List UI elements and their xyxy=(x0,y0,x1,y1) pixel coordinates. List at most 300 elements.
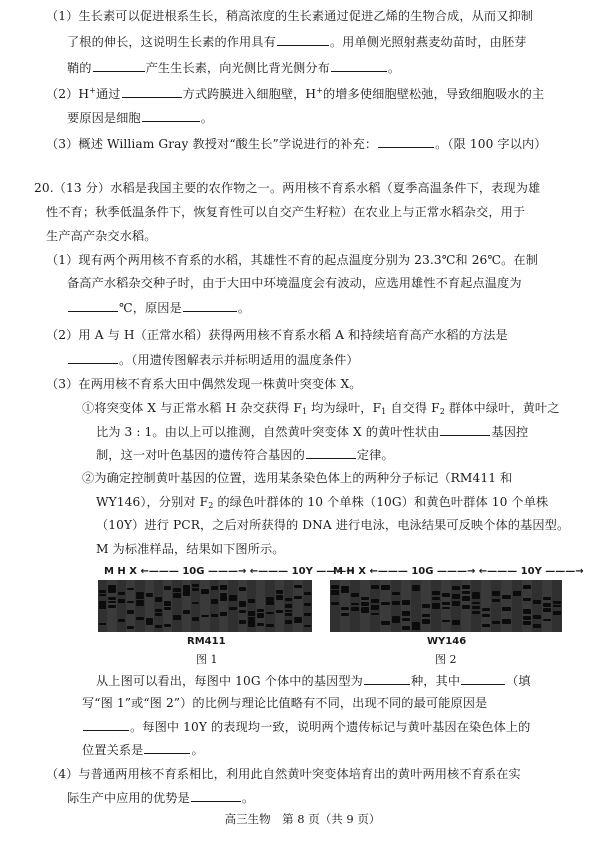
gel-band xyxy=(99,594,106,596)
gel-band xyxy=(220,593,227,596)
page-footer: 高三生物 第 8 页（共 9 页） xyxy=(224,812,381,826)
gel-lane xyxy=(135,580,144,632)
gel-band xyxy=(248,599,255,602)
q20-part2-line2 xyxy=(67,351,359,368)
gel-band xyxy=(482,614,490,617)
q20-part1-line2 xyxy=(67,275,522,291)
text: 的增多使细胞壁松弛，导致细胞吸水的主 xyxy=(322,87,545,101)
gel-band xyxy=(341,613,349,616)
figure1-caption: 图 1 xyxy=(196,653,218,666)
gel-lane xyxy=(293,580,302,632)
gel-band xyxy=(146,621,153,625)
gel-lane xyxy=(256,580,265,632)
gel-band xyxy=(294,619,301,623)
gel-lane xyxy=(340,580,350,632)
gel-band xyxy=(304,603,311,606)
gel-band xyxy=(136,592,143,596)
gel-band xyxy=(173,588,180,592)
text: ②为确定控制黄叶基因的位置，选用某条染色体上的两种分子标记（RM411 和 xyxy=(82,471,513,485)
text: 比为 3 : 1。由以上可以推测，自然黄叶突变体 X 的黄叶性状由 xyxy=(96,425,440,439)
q19-part2-line2 xyxy=(67,109,213,126)
gel-lane xyxy=(117,580,126,632)
gel-band xyxy=(371,585,379,589)
gel-band xyxy=(211,599,218,604)
q19-part2-line1 xyxy=(46,85,544,102)
text: （2）用 A 与 H（正常水稻）获得两用核不育系水稻 A 和持续培育高产水稻的方法是 xyxy=(46,328,508,342)
gel-band xyxy=(239,601,246,606)
text: 。 xyxy=(237,301,251,315)
gel-band xyxy=(452,586,460,589)
text: 鞘的 xyxy=(67,61,92,75)
gel-band xyxy=(543,619,551,621)
gel-band xyxy=(523,598,531,602)
figure2-lane-header: M H X ←——— 10G ———→ ←——— 10Y ———→ xyxy=(333,566,584,577)
gel-band xyxy=(533,615,541,619)
answer-blank[interactable] xyxy=(306,446,356,459)
gel-band xyxy=(136,617,143,620)
answer-blank[interactable] xyxy=(183,299,237,312)
gel-band xyxy=(331,585,339,589)
gel-band xyxy=(276,590,283,593)
gel-band xyxy=(276,595,283,600)
gel-lane xyxy=(350,580,360,632)
gel-lane xyxy=(411,580,421,632)
gel-band xyxy=(543,603,551,607)
gel-band xyxy=(229,598,236,601)
q20-part3-intro xyxy=(46,376,362,392)
gel-band xyxy=(331,590,339,595)
gel-lane xyxy=(431,580,441,632)
text: 自交得 F xyxy=(386,401,440,415)
gel-band xyxy=(331,602,339,605)
gel-band xyxy=(239,620,246,624)
gel-band xyxy=(192,617,199,621)
gel-lane xyxy=(441,580,451,632)
gel-band xyxy=(155,625,162,628)
gel-band xyxy=(164,586,171,591)
gel-band xyxy=(452,620,460,625)
gel-band xyxy=(442,607,450,609)
gel-band xyxy=(118,599,125,603)
gel-band xyxy=(136,596,143,599)
gel-lane xyxy=(451,580,461,632)
text: 写“图 1”或“图 2”）的比例与理论比值略有不同，出现不同的最可能原因是 xyxy=(82,696,488,710)
gel-band xyxy=(543,608,551,612)
gel-band xyxy=(155,609,162,613)
gel-band xyxy=(201,615,208,617)
gel-band xyxy=(266,624,273,628)
gel-band xyxy=(164,607,171,610)
gel-lane xyxy=(219,580,228,632)
gel-band xyxy=(422,614,430,617)
gel-band xyxy=(108,597,115,600)
text: 要原因是细胞 xyxy=(67,111,141,125)
text: （10Y）进行 PCR，之后对所获得的 DNA 进行电泳，电泳结果可反映个体的基因型。 xyxy=(96,518,570,532)
q20-part3-b-line3 xyxy=(96,517,569,533)
gel-band xyxy=(304,625,311,627)
text: 备高产水稻杂交种子时，由于大田中环境温度会有波动，应选用雄性不育起点温度为 xyxy=(67,276,522,290)
text: ℃，原因是 xyxy=(119,301,182,315)
gel-band xyxy=(173,593,180,598)
gel-band xyxy=(257,623,264,627)
gel-band xyxy=(99,590,106,593)
q19-part1-line1 xyxy=(46,8,533,24)
q20-part2-line1 xyxy=(46,327,508,343)
gel-lane xyxy=(552,580,562,632)
gel-lane xyxy=(265,580,274,632)
gel-lane xyxy=(98,580,107,632)
q19-part1-line3 xyxy=(67,59,400,76)
gel-lane xyxy=(522,580,532,632)
gel-lane xyxy=(360,580,370,632)
gel-band xyxy=(462,591,470,593)
answer-blank[interactable] xyxy=(122,85,182,98)
gel-band xyxy=(472,606,480,609)
gel-band xyxy=(472,592,480,594)
gel-lane xyxy=(247,580,256,632)
gel-band xyxy=(432,603,440,607)
text: 。（限 100 字以内） xyxy=(435,137,547,151)
gel-lane xyxy=(200,580,209,632)
q20-heading-line1 xyxy=(34,180,540,196)
figure1-lane-header: M H X ←——— 10G ———→ ←——— 10Y ———→ xyxy=(104,566,355,577)
gel-band xyxy=(533,600,541,604)
text: 。 xyxy=(191,743,204,757)
gel-band xyxy=(108,585,115,590)
gel-band xyxy=(472,602,480,604)
text: M 为标准样品，结果如下图所示。 xyxy=(96,542,285,556)
gel-band xyxy=(127,610,134,614)
gel-lane xyxy=(238,580,247,632)
gel-band xyxy=(248,611,255,615)
text: （2）H xyxy=(46,87,90,101)
q20-part3-a-line3 xyxy=(96,446,394,463)
gel-band xyxy=(351,593,359,597)
gel-band xyxy=(492,599,500,602)
gel-band xyxy=(482,624,490,627)
q20-part1-line1 xyxy=(46,252,538,268)
text: WY146），分别对 F xyxy=(96,495,209,509)
text: 。 xyxy=(387,61,401,75)
gel-band xyxy=(462,596,470,600)
gel-lane xyxy=(145,580,154,632)
gel-band xyxy=(452,601,460,606)
gel-band xyxy=(553,605,561,608)
text: 性不育；秋季低温条件下，恢复育性可以自交产生籽粒）在农业上与正常水稻杂交，用于 xyxy=(46,205,526,219)
gel-band xyxy=(99,605,106,609)
subscript: 1 xyxy=(381,407,387,416)
figure1-gel-image xyxy=(98,580,312,632)
gel-band xyxy=(257,609,264,612)
text: 通过 xyxy=(95,87,121,101)
gel-band xyxy=(239,587,246,592)
gel-band xyxy=(220,596,227,601)
gel-band xyxy=(341,607,349,611)
gel-band xyxy=(553,601,561,604)
text: 。（用遗传图解表示并标明适用的温度条件） xyxy=(119,353,359,367)
gel-lane xyxy=(172,580,181,632)
answer-blank[interactable] xyxy=(68,351,118,364)
gel-band xyxy=(266,601,273,605)
gel-band xyxy=(472,611,480,614)
text: （3）概述 William Gray 教授对“酸生长”学说进行的补充： xyxy=(46,137,378,151)
gel-band xyxy=(422,604,430,609)
figure2-caption: 图 2 xyxy=(435,653,457,666)
q20-part1-line3 xyxy=(67,299,250,316)
gel-band xyxy=(266,612,273,614)
gel-band xyxy=(304,613,311,616)
gel-band xyxy=(402,600,410,605)
gel-band xyxy=(412,624,420,626)
gel-band xyxy=(392,601,400,606)
gel-band xyxy=(220,612,227,616)
gel-band xyxy=(402,626,410,630)
gel-band xyxy=(341,586,349,588)
gel-lane xyxy=(191,580,200,632)
gel-lane xyxy=(228,580,237,632)
gel-band xyxy=(472,594,480,599)
answer-blank[interactable] xyxy=(144,741,190,754)
gel-lane xyxy=(421,580,431,632)
gel-band xyxy=(285,598,292,600)
q20-part4-line1 xyxy=(46,766,521,782)
gel-band xyxy=(442,602,450,605)
q20-result-line4 xyxy=(82,741,204,758)
answer-blank[interactable] xyxy=(440,423,490,436)
gel-band xyxy=(164,601,171,605)
gel-band xyxy=(201,589,208,594)
gel-band xyxy=(294,596,301,599)
q20-heading-line3 xyxy=(46,228,157,244)
text: （1）现有两个两用核不育系的水稻，其雄性不育的起点温度分别为 23.3℃和 26℃。在制 xyxy=(46,253,539,267)
gel-band xyxy=(452,594,460,599)
answer-blank[interactable] xyxy=(142,109,200,122)
text: 20.（13 分）水稻是我国主要的农作物之一。两用核不育系水稻（夏季高温条件下，表现为雄 xyxy=(34,181,541,195)
text: （3）在两用核不育系大田中偶然发现一株黄叶突变体 X。 xyxy=(46,377,362,391)
gel-lane xyxy=(532,580,542,632)
gel-lane xyxy=(501,580,511,632)
gel-band xyxy=(108,601,115,604)
gel-band xyxy=(183,610,190,614)
text: 方式跨膜进入细胞壁，H xyxy=(182,87,317,101)
gel-lane xyxy=(471,580,481,632)
gel-band xyxy=(276,610,283,612)
text: 了根的伸长，这说明生长素的作用具有 xyxy=(67,35,276,49)
gel-lane xyxy=(107,580,116,632)
gel-band xyxy=(192,588,199,591)
gel-band xyxy=(402,611,410,615)
text: 的绿色叶群体的 10 个单株（10G）和黄色叶群体 10 个单株 xyxy=(213,495,549,509)
text: 基因控 xyxy=(491,425,529,439)
gel-band xyxy=(266,597,273,600)
answer-blank[interactable] xyxy=(364,672,410,685)
gel-band xyxy=(502,607,510,612)
answer-blank[interactable] xyxy=(93,59,145,72)
q20-part3-a-line1 xyxy=(82,400,559,416)
gel-lane xyxy=(154,580,163,632)
gel-band xyxy=(371,600,379,602)
q20-part3-b-line2 xyxy=(96,494,548,510)
gel-band xyxy=(192,602,199,604)
gel-band xyxy=(381,602,389,605)
gel-band xyxy=(523,616,531,620)
gel-band xyxy=(513,591,521,596)
gel-band xyxy=(432,591,440,596)
gel-band xyxy=(482,608,490,611)
q20-part3-a-line2 xyxy=(96,423,528,440)
gel-band xyxy=(351,603,359,605)
gel-band xyxy=(361,608,369,613)
text: 。 xyxy=(241,791,255,805)
gel-band xyxy=(118,619,125,622)
gel-band xyxy=(127,626,134,629)
q19-part3 xyxy=(46,135,547,152)
gel-band xyxy=(502,595,510,599)
gel-band xyxy=(173,615,180,620)
gel-band xyxy=(442,620,450,622)
gel-lane xyxy=(370,580,380,632)
gel-band xyxy=(341,589,349,592)
gel-lane xyxy=(380,580,390,632)
text: 际生产中应用的优势是 xyxy=(67,791,190,805)
figure2-gel-image xyxy=(330,580,562,632)
gel-band xyxy=(361,597,369,601)
gel-band xyxy=(492,621,500,624)
q20-part3-b-line1 xyxy=(82,470,512,486)
gel-band xyxy=(381,621,389,624)
text: 。用单侧光照射燕麦幼苗时，由胚芽 xyxy=(329,35,527,49)
gel-band xyxy=(285,620,292,624)
gel-lane xyxy=(275,580,284,632)
gel-lane xyxy=(210,580,219,632)
gel-band xyxy=(371,613,379,615)
q20-result-line1 xyxy=(96,672,531,689)
gel-band xyxy=(392,619,400,623)
gel-band xyxy=(211,614,218,617)
text: 定律。 xyxy=(356,448,394,462)
gel-band xyxy=(192,584,199,587)
text: ①将突变体 X 与正常水稻 H 杂交获得 F xyxy=(82,401,302,415)
text: 。每图中 10Y 的表现均一致，说明两个遗传标记与黄叶基因在染色体上的 xyxy=(130,720,531,734)
gel-lane xyxy=(512,580,522,632)
gel-band xyxy=(392,592,400,594)
gel-band xyxy=(127,588,134,591)
gel-lane xyxy=(391,580,401,632)
gel-band xyxy=(248,617,255,620)
gel-band xyxy=(146,593,153,597)
gel-band xyxy=(294,585,301,587)
gel-band xyxy=(492,591,500,596)
text: （1）生长素可以促进根系生长，稍高浓度的生长素通过促进乙烯的生物合成，从而又抑制 xyxy=(46,9,534,23)
gel-band xyxy=(523,609,531,613)
q20-result-line3 xyxy=(82,718,530,735)
figure2-marker-label: WY146 xyxy=(427,636,467,647)
gel-band xyxy=(523,585,531,588)
text: 从上图可以看出，每图中 10G 个体中的基因型为 xyxy=(96,674,363,688)
gel-band xyxy=(462,585,470,588)
text: 产生生长素，向光侧比背光侧分布 xyxy=(145,61,330,75)
gel-band xyxy=(543,597,551,600)
gel-lane xyxy=(330,580,340,632)
answer-blank[interactable] xyxy=(461,672,505,685)
superscript: + xyxy=(89,86,96,95)
gel-lane xyxy=(126,580,135,632)
gel-band xyxy=(381,587,389,590)
gel-band xyxy=(371,605,379,610)
q20-heading-line2 xyxy=(46,204,525,220)
text: （填 xyxy=(506,674,531,688)
gel-band xyxy=(127,601,134,603)
q20-result-line2 xyxy=(82,695,487,711)
gel-band xyxy=(361,602,369,607)
text: 均为绿叶，F xyxy=(307,401,382,415)
q20-part3-b-line4 xyxy=(96,541,285,557)
subscript: 2 xyxy=(208,501,214,510)
gel-lane xyxy=(182,580,191,632)
gel-band xyxy=(229,607,236,610)
gel-band xyxy=(502,619,510,624)
gel-lane xyxy=(481,580,491,632)
text: 位置关系是 xyxy=(82,743,144,757)
answer-blank[interactable] xyxy=(83,718,129,731)
gel-lane xyxy=(401,580,411,632)
gel-band xyxy=(304,592,311,595)
gel-band xyxy=(462,605,470,609)
gel-band xyxy=(285,610,292,613)
gel-band xyxy=(183,585,190,590)
answer-blank[interactable] xyxy=(378,135,434,148)
gel-band xyxy=(118,592,125,596)
q20-part4-line2 xyxy=(67,789,254,806)
gel-band xyxy=(136,600,143,603)
answer-blank[interactable] xyxy=(331,59,387,72)
gel-band xyxy=(164,624,171,627)
text: 种，其中 xyxy=(410,674,461,688)
gel-lane xyxy=(542,580,552,632)
gel-band xyxy=(155,598,162,602)
gel-lane xyxy=(491,580,501,632)
text: 。 xyxy=(200,111,214,125)
subscript: 1 xyxy=(301,407,308,416)
answer-blank[interactable] xyxy=(277,33,329,46)
answer-blank[interactable] xyxy=(191,789,241,802)
gel-band xyxy=(239,610,246,613)
gel-lane xyxy=(284,580,293,632)
q19-part1-line2 xyxy=(67,33,527,50)
figure1-marker-label: RM411 xyxy=(187,636,226,647)
gel-band xyxy=(412,589,420,591)
gel-lane xyxy=(303,580,312,632)
answer-blank[interactable] xyxy=(68,299,118,312)
subscript: 2 xyxy=(439,407,445,416)
gel-band xyxy=(136,603,143,606)
gel-band xyxy=(432,597,440,601)
gel-band xyxy=(402,618,410,621)
gel-band xyxy=(108,605,115,608)
gel-lane xyxy=(163,580,172,632)
gel-band xyxy=(442,593,450,597)
gel-band xyxy=(553,612,561,615)
text: （4）与普通两用核不育系相比，利用此自然黄叶突变体培育出的黄叶两用核不育系在实 xyxy=(46,767,521,781)
gel-band xyxy=(99,623,106,625)
text: 制，这一对叶色基因的遗传符合基因的 xyxy=(96,448,305,462)
gel-band xyxy=(351,607,359,611)
gel-band xyxy=(248,623,255,627)
gel-band xyxy=(285,604,292,609)
gel-band xyxy=(422,619,430,624)
gel-band xyxy=(533,625,541,628)
text: 生产高产杂交水稻。 xyxy=(46,229,157,243)
